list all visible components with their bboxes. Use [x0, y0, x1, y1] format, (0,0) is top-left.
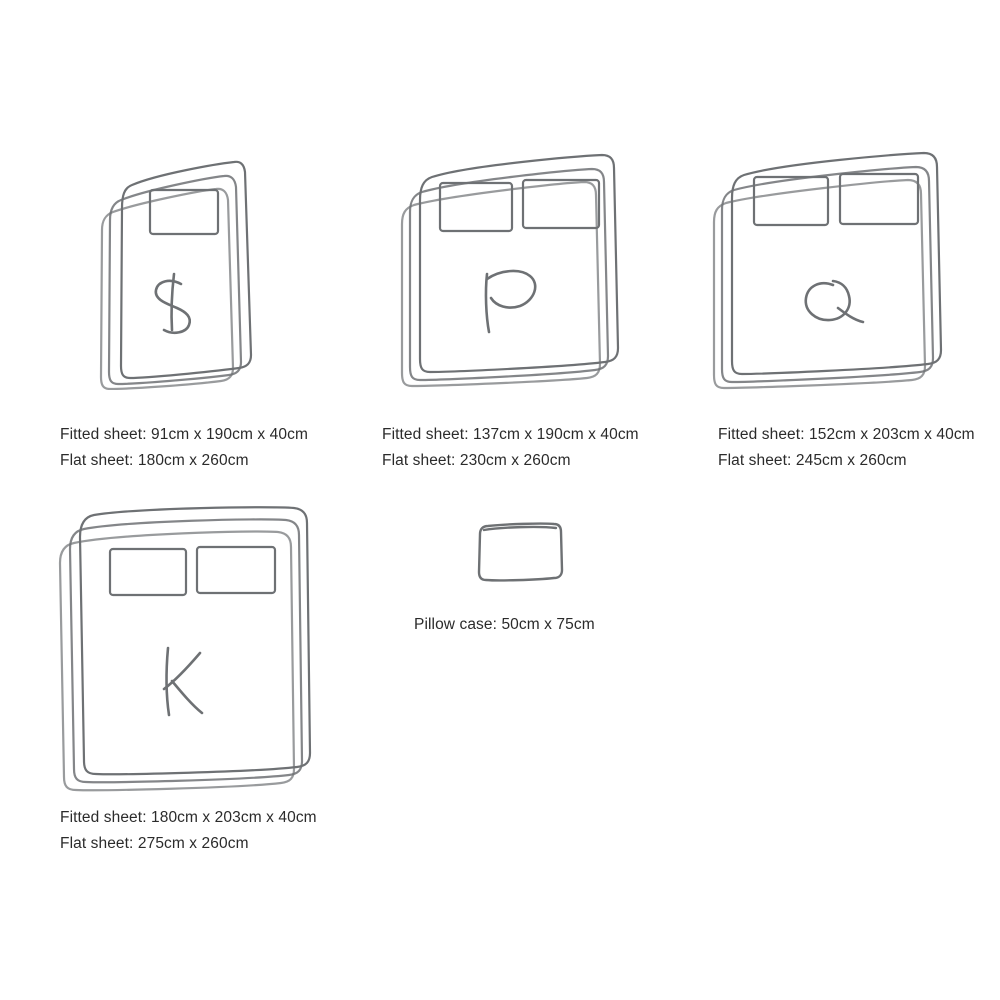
caption-double: [382, 422, 639, 474]
queen-flat-sheet: Flat sheet: 245cm x 260cm: [718, 452, 907, 469]
queen-fitted-sheet: Fitted sheet: 152cm x 203cm x 40cm: [718, 426, 975, 443]
pillow-case-illustration: [470, 520, 570, 590]
double-fitted-sheet: Fitted sheet: 137cm x 190cm x 40cm: [382, 426, 639, 443]
pillow-shape: [110, 549, 186, 595]
bed-queen: [700, 150, 1000, 390]
double-flat-sheet: Flat sheet: 230cm x 260cm: [382, 452, 571, 469]
bed-double: [390, 150, 680, 390]
pillow-shape: [197, 547, 275, 593]
pillow-shape: [150, 190, 218, 234]
caption-pillow-case: [414, 612, 595, 638]
bed-king: [32, 505, 362, 805]
pillow-case: [470, 520, 570, 590]
single-flat-sheet: Flat sheet: 180cm x 260cm: [60, 452, 249, 469]
single-fitted-sheet: Fitted sheet: 91cm x 190cm x 40cm: [60, 426, 308, 443]
king-fitted-sheet: Fitted sheet: 180cm x 203cm x 40cm: [60, 809, 317, 826]
caption-king: [60, 805, 317, 857]
bed-double-illustration: [390, 150, 680, 390]
caption-queen: [718, 422, 975, 474]
king-flat-sheet: Flat sheet: 275cm x 260cm: [60, 835, 249, 852]
bed-single: [88, 150, 368, 390]
bed-queen-illustration: [700, 150, 1000, 390]
bed-king-illustration: [32, 505, 362, 805]
pillow-case-size: Pillow case: 50cm x 75cm: [414, 616, 595, 633]
bed-single-illustration: [88, 150, 368, 390]
caption-single: [60, 422, 308, 474]
